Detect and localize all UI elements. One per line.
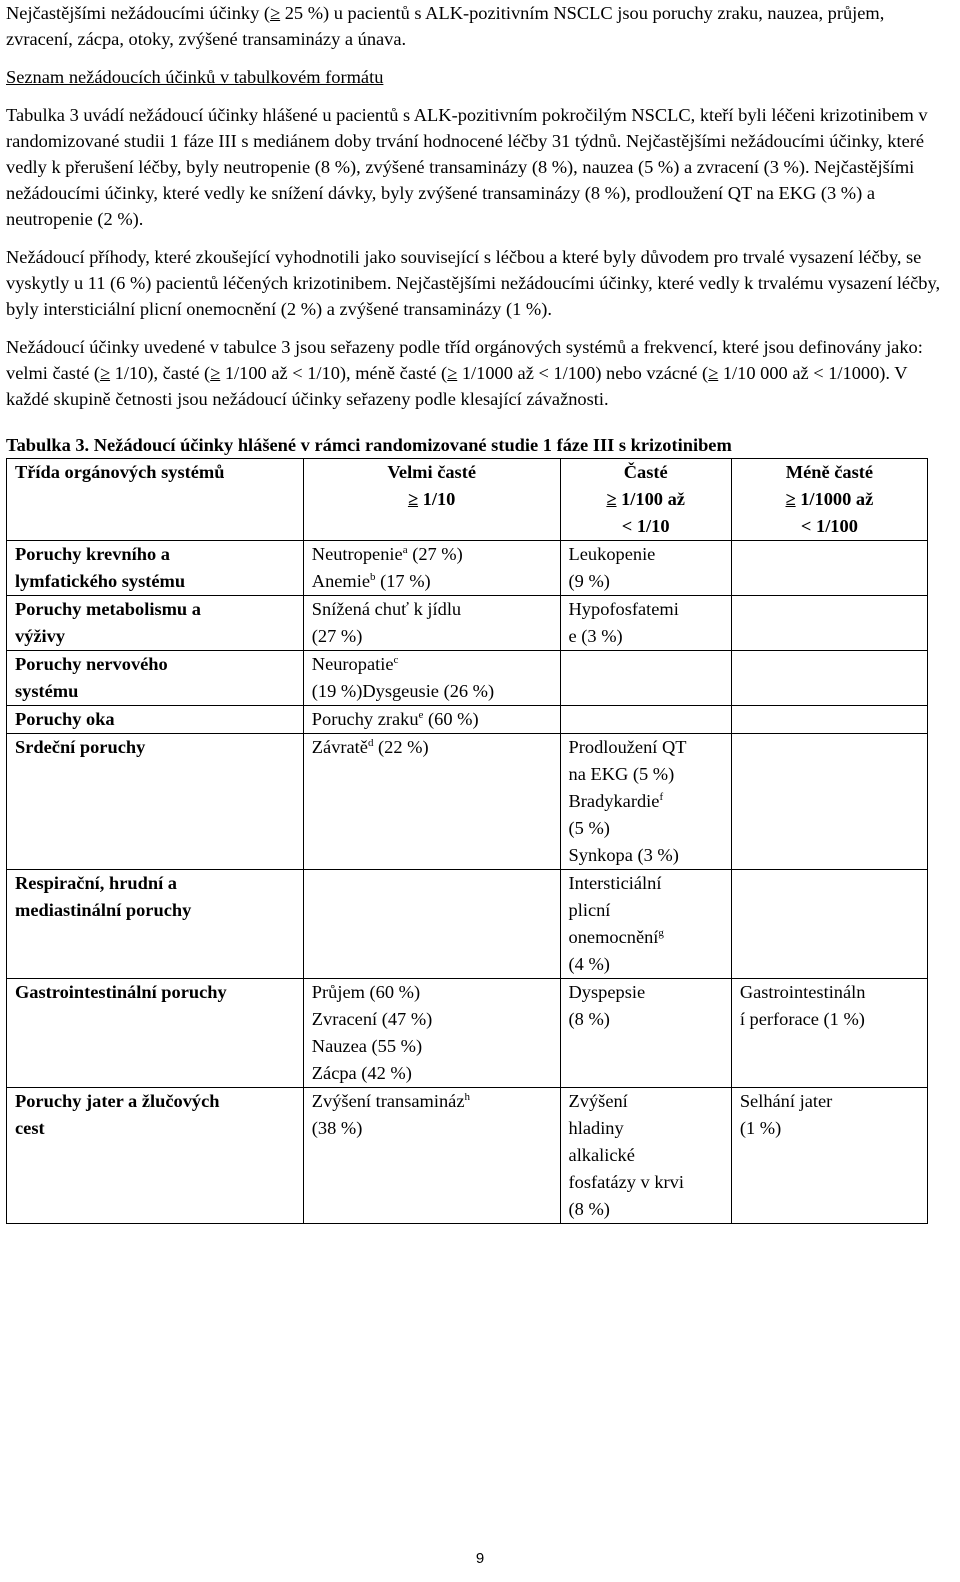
cell-line — [569, 1196, 723, 1223]
cell-line — [569, 1006, 723, 1033]
cell-text: (5 %) — [568, 818, 610, 838]
adverse-effects-table — [6, 458, 928, 1224]
cell-very-common — [303, 541, 560, 596]
cell-line — [740, 1088, 919, 1115]
cell-common — [560, 651, 731, 706]
intro-text-b: 25 %) u pacientů s ALK-pozitivním NSCLC jsou poruchy zraku, nauzea, průjem, zvracení, zácpa, otoky, zvýšené transaminázy a únava. — [6, 3, 885, 49]
table-row — [7, 596, 928, 651]
cell-text: (8 %) — [568, 1009, 610, 1029]
cell-text: Závratě — [311, 737, 368, 757]
intro-text-a: Nejčastějšími nežádoucími účinky ( — [6, 3, 271, 23]
cell-line — [312, 1006, 552, 1033]
footnote-marker: e — [418, 709, 424, 721]
ge-symbol: ≥ — [270, 3, 281, 23]
header-soc — [7, 459, 304, 541]
cell-text: (4 %) — [568, 954, 610, 974]
table-row — [7, 870, 928, 979]
para3-b: 1/10), časté ( — [110, 363, 211, 383]
cell-text: í perforace (1 %) — [739, 1009, 865, 1029]
cell-line — [569, 596, 723, 623]
cell-soc — [7, 734, 304, 870]
cell-uncommon — [731, 870, 927, 979]
cell-line — [312, 1115, 552, 1142]
cell-line — [569, 568, 723, 595]
ge-symbol: ≥ — [447, 363, 458, 383]
cell-text: alkalické — [568, 1145, 635, 1165]
cell-text: Hypofosfatemi — [568, 599, 679, 619]
table-body — [7, 541, 928, 1224]
para3-d: 1/1000 až < 1/100) nebo vzácné ( — [457, 363, 709, 383]
cell-text: e (3 %) — [568, 626, 623, 646]
table-row — [7, 541, 928, 596]
cell-line — [312, 541, 552, 568]
cell-line — [312, 706, 552, 733]
cell-text: Snížená chuť k jídlu — [311, 599, 462, 619]
cell-text: Synkopa (3 %) — [568, 845, 679, 865]
cell-line — [569, 1088, 723, 1115]
header-very-common-value: 1/10 — [422, 489, 456, 509]
cell-soc — [7, 706, 304, 734]
cell-text: Selhání jater — [739, 1091, 833, 1111]
cell-line — [740, 1115, 919, 1142]
paragraph-1: Tabulka 3 uvádí nežádoucí účinky hlášené u pacientů s ALK-pozitivním pokročilým NSCLC, kteří byli léčeni krizotinibem v randomizované studii 1 fáze III s mediánem doby trvání hodnocené léčby 31 týdnů. Nejčastějšími nežádoucími účinky, které vedly k přerušení léčby, byly neutropenie (8 %), zvýšené transaminázy (8 %), nauzea (5 %) a zvracení (3 %). Nejčastějšími nežádoucími účinky, které vedly ke snížení dávky, byly zvýšené transaminázy (8 %), prodloužení QT na EKG (3 %) a neutropenie (2 %). — [6, 105, 928, 229]
ge-symbol: ≥ — [606, 489, 617, 509]
table-row — [7, 979, 928, 1088]
cell-text: (38 %) — [311, 1118, 363, 1138]
cell-uncommon — [731, 651, 927, 706]
cell-text: onemocnění — [568, 927, 659, 947]
cell-text: (1 %) — [739, 1118, 782, 1138]
cell-uncommon — [731, 541, 927, 596]
table-header-row — [7, 459, 928, 541]
cell-very-common — [303, 734, 560, 870]
cell-line — [569, 897, 723, 924]
cell-very-common — [303, 979, 560, 1088]
cell-uncommon — [731, 596, 927, 651]
ge-symbol: ≥ — [210, 363, 221, 383]
cell-uncommon — [731, 979, 927, 1088]
cell-text: Zvýšení — [568, 1091, 628, 1111]
cell-text: Intersticiální — [568, 873, 662, 893]
cell-uncommon — [731, 1088, 927, 1224]
soc-line: Poruchy metabolismu a — [15, 599, 201, 619]
cell-line — [569, 951, 723, 978]
cell-text: Bradykardie — [568, 791, 660, 811]
soc-line: Poruchy nervového — [15, 654, 168, 674]
cell-line — [312, 1033, 552, 1060]
header-uncommon-value: 1/1000 až — [800, 489, 874, 509]
cell-text: Anemie — [311, 571, 371, 591]
table-row — [7, 734, 928, 870]
header-common-range — [569, 486, 723, 513]
header-very-common-label: Velmi časté — [387, 462, 477, 482]
cell-line — [569, 761, 723, 788]
cell-text-after: (22 %) — [373, 737, 429, 757]
soc-line: Poruchy krevního a — [15, 544, 170, 564]
cell-line — [740, 1006, 919, 1033]
footnote-marker: c — [393, 654, 399, 666]
ge-symbol: ≥ — [785, 489, 796, 509]
footnote-marker: b — [370, 571, 376, 583]
cell-text: Gastrointestináln — [739, 982, 866, 1002]
ge-symbol: ≥ — [407, 489, 419, 509]
para3-e: 1/10 000 až < 1/1000). V každé skupině četnosti jsou nežádoucí účinky seřazeny podle klesající závažnosti. — [6, 363, 908, 409]
cell-line — [569, 788, 723, 815]
intro-paragraph — [6, 0, 954, 52]
cell-text: Zvýšení transamináz — [311, 1091, 465, 1111]
soc-line: Poruchy oka — [15, 709, 115, 729]
soc-line: cest — [15, 1118, 45, 1138]
cell-line — [312, 651, 552, 678]
header-common-value: 1/100 až — [621, 489, 685, 509]
cell-very-common — [303, 651, 560, 706]
cell-line — [569, 734, 723, 761]
cell-uncommon — [731, 734, 927, 870]
cell-text: (8 %) — [568, 1199, 610, 1219]
cell-text: plicní — [568, 900, 611, 920]
cell-text: Leukopenie — [568, 544, 656, 564]
cell-text: Poruchy zraku — [311, 709, 419, 729]
cell-line — [569, 1115, 723, 1142]
ge-symbol: ≥ — [708, 363, 719, 383]
cell-text: Zvracení (47 %) — [311, 1009, 433, 1029]
cell-text: Prodloužení QT — [568, 737, 687, 757]
cell-line — [569, 815, 723, 842]
cell-text: (19 %)Dysgeusie (26 %) — [311, 681, 495, 701]
cell-line — [569, 541, 723, 568]
cell-soc — [7, 870, 304, 979]
cell-text-after: (60 %) — [423, 709, 479, 729]
table-caption: Tabulka 3. Nežádoucí účinky hlášené v rámci randomizované studie 1 fáze III s krizotinibem — [6, 435, 732, 455]
cell-common — [560, 706, 731, 734]
cell-line — [740, 979, 919, 1006]
footnote-marker: g — [658, 927, 664, 939]
cell-very-common — [303, 596, 560, 651]
cell-line — [312, 1088, 552, 1115]
footnote-marker: f — [659, 791, 664, 803]
cell-common — [560, 541, 731, 596]
cell-line — [569, 870, 723, 897]
cell-common — [560, 979, 731, 1088]
cell-text: Nauzea (55 %) — [311, 1036, 423, 1056]
cell-text-after: (27 %) — [407, 544, 463, 564]
footnote-marker: d — [367, 737, 374, 749]
paragraph-3 — [6, 334, 954, 412]
soc-line: Gastrointestinální poruchy — [15, 982, 227, 1002]
cell-common — [560, 596, 731, 651]
soc-line: Srdeční poruchy — [15, 737, 146, 757]
cell-text: Zácpa (42 %) — [311, 1063, 412, 1083]
table-row — [7, 651, 928, 706]
cell-uncommon — [731, 706, 927, 734]
cell-line — [312, 623, 552, 650]
cell-soc — [7, 651, 304, 706]
cell-line — [569, 1169, 723, 1196]
cell-soc — [7, 979, 304, 1088]
cell-common — [560, 1088, 731, 1224]
cell-line — [312, 678, 552, 705]
header-uncommon-upper: < 1/100 — [800, 516, 858, 536]
table-row — [7, 706, 928, 734]
soc-line: systému — [15, 681, 79, 701]
header-common-label: Časté — [623, 462, 668, 482]
cell-line — [312, 979, 552, 1006]
cell-text: na EKG (5 %) — [568, 764, 675, 784]
paragraph-2: Nežádoucí příhody, které zkoušející vyhodnotili jako související s léčbou a které byly důvodem pro trvalé vysazení léčby, se vyskytly u 11 (6 %) pacientů léčených krizotinibem. Nejčastějšími nežádoucími účinky, které vedly k trvalému vysazení léčby, byly intersticiální plicní onemocnění (2 %) a zvýšené transaminázy (1 %). — [6, 247, 941, 319]
page-number: 9 — [475, 1550, 485, 1567]
header-very-common — [303, 459, 560, 541]
footnote-marker: a — [402, 544, 408, 556]
cell-line — [569, 924, 723, 951]
soc-line: výživy — [15, 626, 66, 646]
cell-line — [312, 1060, 552, 1087]
cell-soc — [7, 1088, 304, 1224]
cell-line — [312, 734, 552, 761]
cell-soc — [7, 541, 304, 596]
header-soc-label: Třída orgánových systémů — [15, 462, 225, 482]
cell-line — [569, 842, 723, 869]
cell-text: (9 %) — [568, 571, 610, 591]
cell-very-common — [303, 706, 560, 734]
header-very-common-range — [312, 486, 552, 513]
cell-common — [560, 734, 731, 870]
ge-symbol: ≥ — [99, 363, 111, 383]
header-common-upper: < 1/10 — [621, 516, 670, 536]
header-uncommon-label: Méně časté — [785, 462, 874, 482]
header-uncommon — [731, 459, 927, 541]
cell-text-after: (17 %) — [375, 571, 431, 591]
cell-text: Neutropenie — [311, 544, 403, 564]
header-uncommon-range — [740, 486, 919, 513]
soc-line: Respirační, hrudní a — [15, 873, 177, 893]
cell-text: Dyspepsie — [568, 982, 646, 1002]
footnote-marker: h — [464, 1091, 470, 1103]
cell-text: Neuropatie — [311, 654, 394, 674]
cell-line — [569, 979, 723, 1006]
para3-c: 1/100 až < 1/10), méně časté ( — [220, 363, 448, 383]
cell-very-common — [303, 1088, 560, 1224]
cell-text: Průjem (60 %) — [311, 982, 421, 1002]
table-row — [7, 1088, 928, 1224]
cell-line — [569, 623, 723, 650]
cell-text: fosfatázy v krvi — [568, 1172, 684, 1192]
para3-a: Nežádoucí účinky uvedené v tabulce 3 jsou seřazeny podle tříd orgánových systémů a frekvencí, které jsou definovány jako: velmi časté ( — [6, 337, 923, 383]
cell-common — [560, 870, 731, 979]
cell-line — [312, 568, 552, 595]
section-heading: Seznam nežádoucích účinků v tabulkovém formátu — [6, 67, 384, 87]
cell-line — [569, 1142, 723, 1169]
cell-soc — [7, 596, 304, 651]
soc-line: mediastinální poruchy — [15, 900, 192, 920]
document-page — [6, 0, 954, 1224]
cell-very-common — [303, 870, 560, 979]
cell-text: (27 %) — [311, 626, 363, 646]
soc-line: lymfatického systému — [15, 571, 186, 591]
header-common — [560, 459, 731, 541]
cell-line — [312, 596, 552, 623]
cell-text: hladiny — [568, 1118, 624, 1138]
soc-line: Poruchy jater a žlučových — [15, 1091, 220, 1111]
